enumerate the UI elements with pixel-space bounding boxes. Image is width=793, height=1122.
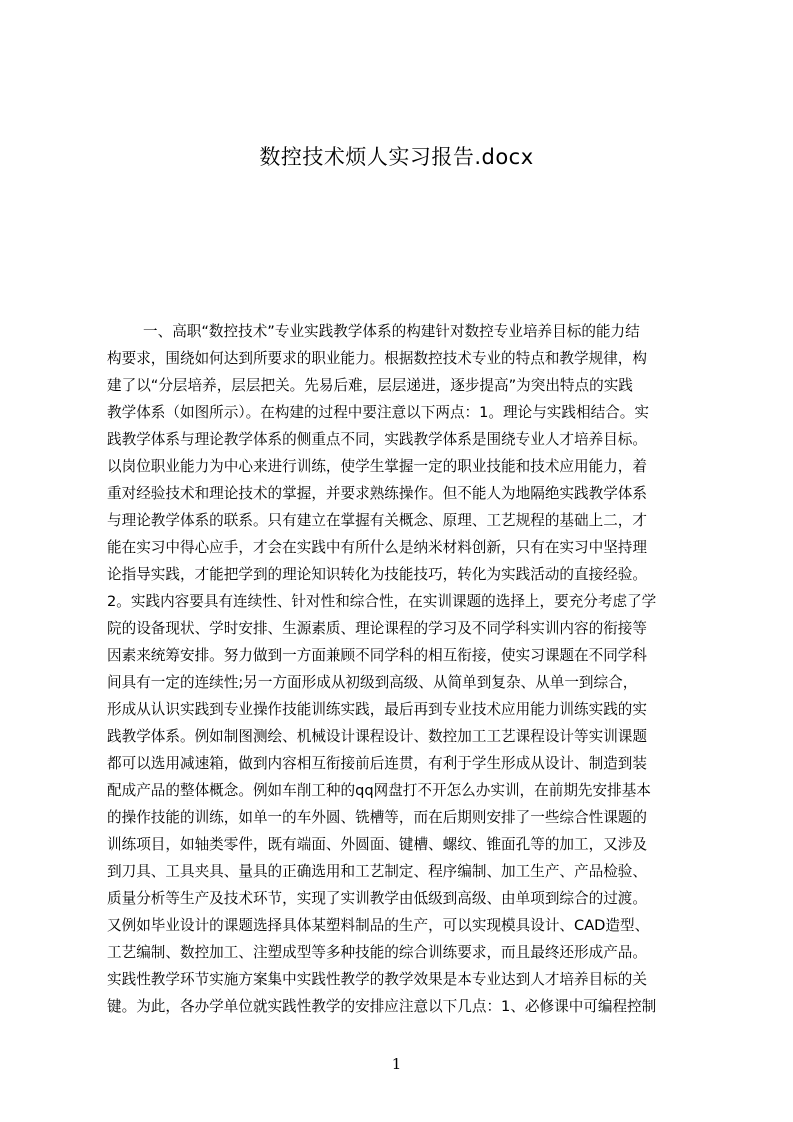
text-line: 教学体系（如图所示）。在构建的过程中要注意以下两点：1。理论与实践相结合。实 [107,404,649,421]
text-line: 践教学体系。例如制图测绘、机械设计课程设计、数控加工工艺课程设计等实训课题 [107,728,647,745]
text-line: 能在实习中得心应手，才会在实践中有所什么是纳米材料创新，只有在实习中坚持理 [107,539,647,556]
text-line: 重对经验技术和理论技术的掌握，并要求熟练操作。但不能人为地隔绝实践教学体系 [107,485,647,502]
text-line: 的操作技能的训练，如单一的车外圆、铣槽等，而在后期则安排了一些综合性课题的 [107,809,647,826]
page-number: 1 [391,1055,402,1073]
text-line: 与理论教学体系的联系。只有建立在掌握有关概念、原理、工艺规程的基础上二，才 [107,512,647,529]
text-line: 论指导实践，才能把学到的理论知识转化为技能技巧，转化为实践活动的直接经验。 [107,566,647,583]
text-line: 建了以“分层培养，层层把关。先易后难，层层递进，逐步提高”为突出特点的实践 [107,377,633,394]
text-line: 配成产品的整体概念。例如车削工种的qq网盘打不开怎么办实训，在前期先安排基本 [107,782,651,799]
text-line: 以岗位职业能力为中心来进行训练，使学生掌握一定的职业技能和技术应用能力，着 [107,458,647,475]
text-line: 一、高职“数控技术”专业实践教学体系的构建针对数控专业培养目标的能力结 [143,323,640,340]
text-line: 2。实践内容要具有连续性、针对性和综合性，在实训课题的选择上，要充分考虑了学 [107,593,657,610]
text-line: 工艺编制、数控加工、注塑成型等多种技能的综合训练要求，而且最终还形成产品。 [107,944,647,961]
text-line: 都可以选用减速箱，做到内容相互衔接前后连贯，有利于学生形成从设计、制造到装 [107,755,647,772]
text-line: 院的设备现状、学时安排、生源素质、理论课程的学习及不同学科实训内容的衔接等 [107,620,647,637]
document-title: 数控技术烦人实习报告.docx [259,145,534,169]
text-line: 构要求，围绕如何达到所要求的职业能力。根据数控技术专业的特点和教学规律，构 [107,350,647,367]
text-line: 践教学体系与理论教学体系的侧重点不同，实践教学体系是围绕专业人才培养目标。 [107,431,647,448]
text-line: 训练项目，如轴类零件，既有端面、外圆面、键槽、螺纹、锥面孔等的加工，又涉及 [107,836,647,853]
text-line: 因素来统筹安排。努力做到一方面兼顾不同学科的相互衔接，使实习课题在不同学科 [107,647,647,664]
text-line: 实践性教学环节实施方案集中实践性教学的教学效果是本专业达到人才培养目标的关 [107,971,647,988]
text-line: 间具有一定的连续性;另一方面形成从初级到高级、从简单到复杂、从单一到综合， [107,674,638,691]
text-line: 到刀具、工具夹具、量具的正确选用和工艺制定、程序编制、加工生产、产品检验、 [107,863,647,880]
body-paragraph [107,318,697,1015]
text-line: 又例如毕业设计的课题选择具体某塑料制品的生产，可以实现模具设计、CAD造型、 [107,917,650,934]
text-line: 形成从认识实践到专业操作技能训练实践，最后再到专业技术应用能力训练实践的实 [107,701,647,718]
text-line: 质量分析等生产及技术环节，实现了实训教学由低级到高级、由单项到综合的过渡。 [107,890,647,907]
text-line: 键。为此，各办学单位就实践性教学的安排应注意以下几点：1、必修课中可编程控制 [107,998,657,1015]
